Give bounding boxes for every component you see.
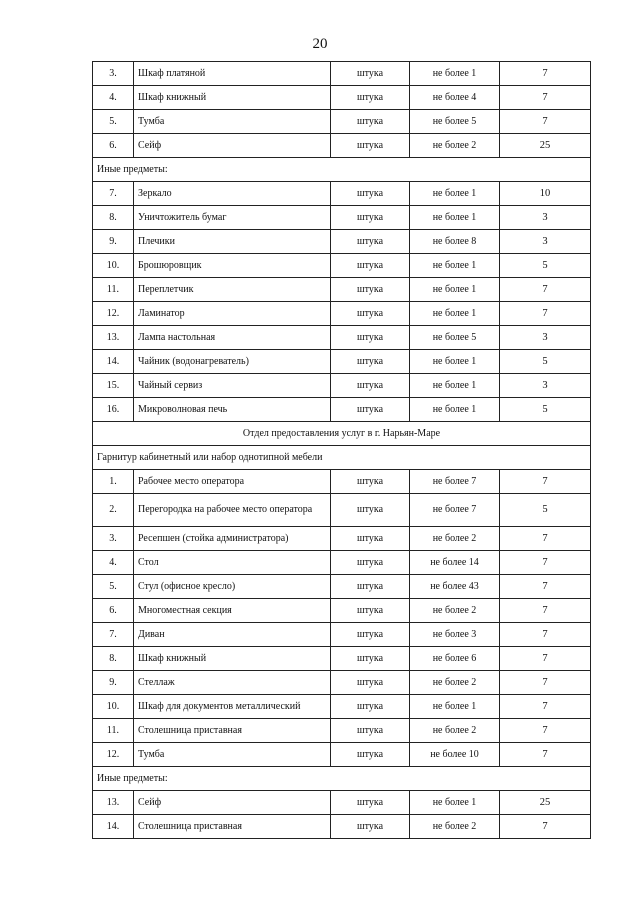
unit-of-measure: штука [331,470,410,494]
service-life-years: 7 [500,671,591,695]
quantity-limit: не более 6 [410,647,500,671]
unit-of-measure: штука [331,278,410,302]
table-body [93,62,591,839]
quantity-limit: не более 43 [410,575,500,599]
row-number: 14. [93,350,134,374]
item-name: Зеркало [134,182,331,206]
table-row [93,206,591,230]
quantity-limit: не более 1 [410,350,500,374]
row-number: 9. [93,230,134,254]
service-life-years: 7 [500,302,591,326]
service-life-years: 7 [500,815,591,839]
quantity-limit: не более 8 [410,230,500,254]
section-label: Гарнитур кабинетный или набор однотипной мебели [93,446,591,470]
unit-of-measure: штука [331,791,410,815]
unit-of-measure: штука [331,743,410,767]
unit-of-measure: штука [331,206,410,230]
quantity-limit: не более 2 [410,815,500,839]
item-name: Стол [134,551,331,575]
row-number: 10. [93,254,134,278]
unit-of-measure: штука [331,62,410,86]
unit-of-measure: штука [331,494,410,527]
table-row [93,719,591,743]
table-row [93,254,591,278]
row-number: 6. [93,134,134,158]
unit-of-measure: штука [331,182,410,206]
quantity-limit: не более 3 [410,623,500,647]
item-name: Микроволновая печь [134,398,331,422]
item-name: Ламинатор [134,302,331,326]
row-number: 12. [93,743,134,767]
table-row [93,326,591,350]
quantity-limit: не более 10 [410,743,500,767]
service-life-years: 7 [500,62,591,86]
quantity-limit: не более 7 [410,470,500,494]
unit-of-measure: штука [331,575,410,599]
table-row [93,791,591,815]
table-row [93,815,591,839]
table-row [93,374,591,398]
quantity-limit: не более 2 [410,527,500,551]
quantity-limit: не более 2 [410,719,500,743]
quantity-limit: не более 7 [410,494,500,527]
page-number: 20 [312,36,328,52]
unit-of-measure: штука [331,134,410,158]
item-name: Сейф [134,134,331,158]
quantity-limit: не более 1 [410,695,500,719]
service-life-years: 7 [500,599,591,623]
service-life-years: 7 [500,86,591,110]
row-number: 9. [93,671,134,695]
unit-of-measure: штука [331,230,410,254]
quantity-limit: не более 2 [410,599,500,623]
unit-of-measure: штука [331,254,410,278]
service-life-years: 5 [500,254,591,278]
unit-of-measure: штука [331,599,410,623]
table-row [93,134,591,158]
service-life-years: 25 [500,134,591,158]
quantity-limit: не более 1 [410,374,500,398]
table-row [93,695,591,719]
unit-of-measure: штука [331,350,410,374]
quantity-limit: не более 5 [410,110,500,134]
row-number: 13. [93,791,134,815]
table-row [93,110,591,134]
unit-of-measure: штука [331,374,410,398]
row-number: 5. [93,110,134,134]
section-row [93,446,591,470]
department-heading: Отдел предоставления услуг в г. Нарьян-Маре [93,422,591,446]
row-number: 8. [93,647,134,671]
service-life-years: 7 [500,278,591,302]
item-name: Тумба [134,110,331,134]
table-row [93,470,591,494]
item-name: Брошюровщик [134,254,331,278]
quantity-limit: не более 1 [410,791,500,815]
unit-of-measure: штука [331,326,410,350]
row-number: 13. [93,326,134,350]
item-name: Шкаф для документов металлический [134,695,331,719]
row-number: 3. [93,527,134,551]
unit-of-measure: штука [331,551,410,575]
item-name: Стул (офисное кресло) [134,575,331,599]
service-life-years: 7 [500,647,591,671]
service-life-years: 5 [500,350,591,374]
table-row [93,527,591,551]
row-number: 4. [93,551,134,575]
item-name: Уничтожитель бумаг [134,206,331,230]
row-number: 2. [93,494,134,527]
item-name: Многоместная секция [134,599,331,623]
service-life-years: 7 [500,719,591,743]
service-life-years: 3 [500,326,591,350]
table-row [93,623,591,647]
service-life-years: 7 [500,551,591,575]
unit-of-measure: штука [331,815,410,839]
service-life-years: 7 [500,695,591,719]
item-name: Ресепшен (стойка администратора) [134,527,331,551]
table-row [93,398,591,422]
service-life-years: 5 [500,398,591,422]
row-number: 6. [93,599,134,623]
table-row [93,182,591,206]
unit-of-measure: штука [331,110,410,134]
service-life-years: 7 [500,743,591,767]
row-number: 11. [93,278,134,302]
department-heading-row [93,422,591,446]
item-name: Чайный сервиз [134,374,331,398]
unit-of-measure: штука [331,302,410,326]
table-row [93,599,591,623]
item-name: Плечики [134,230,331,254]
quantity-limit: не более 4 [410,86,500,110]
section-label: Иные предметы: [93,767,591,791]
quantity-limit: не более 1 [410,206,500,230]
table-row [93,350,591,374]
unit-of-measure: штука [331,671,410,695]
table-row [93,494,591,527]
row-number: 12. [93,302,134,326]
quantity-limit: не более 1 [410,278,500,302]
row-number: 1. [93,470,134,494]
table-row [93,62,591,86]
item-name: Рабочее место оператора [134,470,331,494]
item-name: Столешница приставная [134,719,331,743]
row-number: 7. [93,182,134,206]
service-life-years: 5 [500,494,591,527]
item-name: Перегородка на рабочее место оператора [134,494,331,527]
quantity-limit: не более 2 [410,134,500,158]
row-number: 8. [93,206,134,230]
item-name: Тумба [134,743,331,767]
item-name: Шкаф платяной [134,62,331,86]
furniture-norms-table [92,61,591,839]
table-row [93,278,591,302]
unit-of-measure: штука [331,398,410,422]
service-life-years: 3 [500,374,591,398]
service-life-years: 7 [500,527,591,551]
table-row [93,230,591,254]
unit-of-measure: штука [331,647,410,671]
row-number: 15. [93,374,134,398]
table-row [93,671,591,695]
unit-of-measure: штука [331,623,410,647]
unit-of-measure: штука [331,527,410,551]
item-name: Столешница приставная [134,815,331,839]
quantity-limit: не более 5 [410,326,500,350]
service-life-years: 7 [500,575,591,599]
item-name: Диван [134,623,331,647]
row-number: 14. [93,815,134,839]
table-row [93,743,591,767]
item-name: Стеллаж [134,671,331,695]
section-label: Иные предметы: [93,158,591,182]
service-life-years: 3 [500,230,591,254]
row-number: 3. [93,62,134,86]
service-life-years: 10 [500,182,591,206]
item-name: Шкаф книжный [134,86,331,110]
section-row [93,158,591,182]
service-life-years: 25 [500,791,591,815]
unit-of-measure: штука [331,719,410,743]
row-number: 10. [93,695,134,719]
quantity-limit: не более 1 [410,62,500,86]
row-number: 5. [93,575,134,599]
row-number: 16. [93,398,134,422]
quantity-limit: не более 1 [410,254,500,278]
service-life-years: 3 [500,206,591,230]
service-life-years: 7 [500,470,591,494]
quantity-limit: не более 1 [410,182,500,206]
service-life-years: 7 [500,623,591,647]
table-row [93,647,591,671]
item-name: Переплетчик [134,278,331,302]
item-name: Лампа настольная [134,326,331,350]
quantity-limit: не более 2 [410,671,500,695]
row-number: 4. [93,86,134,110]
quantity-limit: не более 14 [410,551,500,575]
unit-of-measure: штука [331,86,410,110]
quantity-limit: не более 1 [410,302,500,326]
unit-of-measure: штука [331,695,410,719]
table-row [93,86,591,110]
section-row [93,767,591,791]
row-number: 7. [93,623,134,647]
item-name: Шкаф книжный [134,647,331,671]
service-life-years: 7 [500,110,591,134]
table-row [93,302,591,326]
row-number: 11. [93,719,134,743]
quantity-limit: не более 1 [410,398,500,422]
item-name: Сейф [134,791,331,815]
table-row [93,575,591,599]
item-name: Чайник (водонагреватель) [134,350,331,374]
table-row [93,551,591,575]
